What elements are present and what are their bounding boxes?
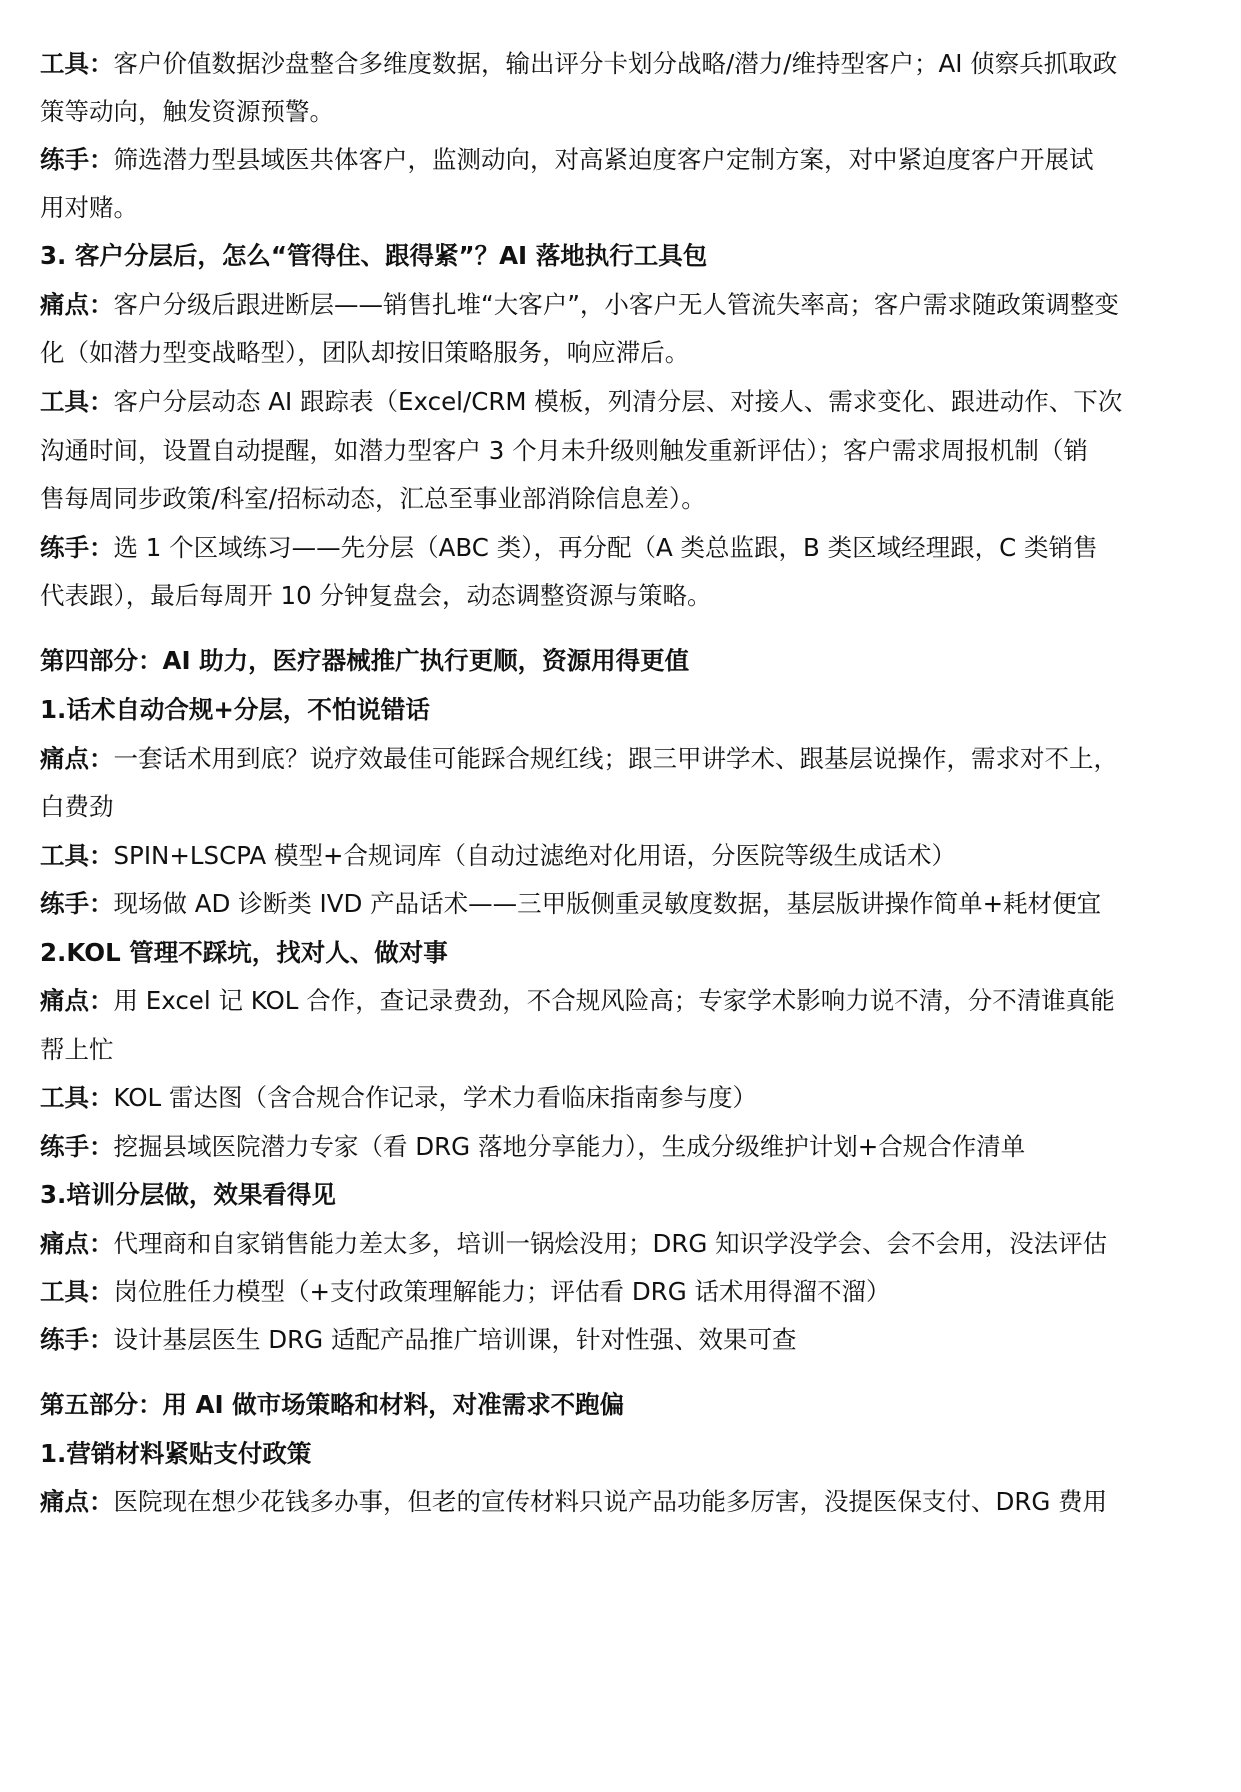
tool-line-continuation [40,96,1201,128]
line-label: 工具： [40,841,114,870]
practice-line [40,1131,1201,1163]
pain-point-line-continuation [40,791,1201,823]
tool-line-continuation [40,435,1201,467]
line-label: 工具： [40,387,114,416]
pain-point-line-continuation [40,337,1201,369]
subsection-heading: 1.营销材料紧贴支付政策 [40,1439,312,1468]
subsection-heading: 3.培训分层做，效果看得见 [40,1180,336,1209]
tool-line [40,840,1201,872]
practice-line-continuation [40,580,1201,612]
line-text: 帮上忙 [40,1035,114,1064]
practice-line [40,532,1201,564]
practice-line [40,888,1201,920]
line-label: 练手： [40,889,114,918]
line-label: 练手： [40,533,114,562]
line-text: 用对赌。 [40,193,138,222]
tool-line [40,1082,1201,1114]
line-text: 客户价值数据沙盘整合多维度数据，输出评分卡划分战略/潜力/维持型客户；AI 侦察兵抓取政 [113,49,1118,78]
line-text: 挖掘县域医院潜力专家（看 DRG 落地分享能力），生成分级维护计划+合规合作清单 [113,1132,1026,1161]
line-label: 痛点： [40,1487,114,1516]
tool-line-continuation [40,483,1201,515]
line-text: 一套话术用到底？说疗效最佳可能踩合规红线；跟三甲讲学术、跟基层说操作，需求对不上， [113,744,1118,773]
line-text: 代理商和自家销售能力差太多，培训一锅烩没用；DRG 知识学没学会、会不会用，没法评估 [113,1229,1108,1258]
line-text: 代表跟），最后每周开 10 分钟复盘会，动态调整资源与策略。 [40,581,712,610]
subsection-heading: 3. 客户分层后，怎么“管得住、跟得紧”？AI 落地执行工具包 [40,241,708,270]
line-text: 沟通时间，设置自动提醒，如潜力型客户 3 个月未升级则触发重新评估）；客户需求周报机制（销 [40,436,1088,465]
line-label: 痛点： [40,744,114,773]
line-label: 工具： [40,49,114,78]
line-text: 医院现在想少花钱多办事，但老的宣传材料只说产品功能多厉害，没提医保支付、DRG 费用 [113,1487,1108,1516]
practice-line-continuation [40,192,1201,224]
line-text: 客户分级后跟进断层——销售扎堆“大客户”，小客户无人管流失率高；客户需求随政策调整变 [113,290,1119,319]
line-text: 策等动向，触发资源预警。 [40,97,334,126]
line-text: 化（如潜力型变战略型），团队却按旧策略服务，响应滞后。 [40,338,690,367]
pain-point-line [40,1228,1201,1260]
practice-line [40,1324,1201,1356]
pain-point-line [40,1486,1201,1518]
line-text: 岗位胜任力模型（+支付政策理解能力；评估看 DRG 话术用得溜不溜） [113,1277,891,1306]
tool-line [40,1276,1201,1308]
subsection-heading: 2.KOL 管理不踩坑，找对人、做对事 [40,938,448,967]
tool-line [40,386,1201,418]
practice-line [40,144,1201,176]
pain-point-line-continuation [40,1034,1201,1066]
pain-point-line [40,985,1201,1017]
section-heading: 第四部分：AI 助力，医疗器械推广执行更顺，资源用得更值 [40,646,690,675]
line-label: 痛点： [40,290,114,319]
line-label: 练手： [40,145,114,174]
line-text: KOL 雷达图（含合规合作记录，学术力看临床指南参与度） [113,1083,757,1112]
line-text: 客户分层动态 AI 跟踪表（Excel/CRM 模板，列清分层、对接人、需求变化、跟进动作、下次 [113,387,1123,416]
line-text: 设计基层医生 DRG 适配产品推广培训课，针对性强、效果可查 [113,1325,797,1354]
line-label: 练手： [40,1325,114,1354]
pain-point-line [40,743,1201,775]
line-text: 用 Excel 记 KOL 合作，查记录费劲，不合规风险高；专家学术影响力说不清，分不清谁真能 [113,986,1115,1015]
subsection-heading: 1.话术自动合规+分层，不怕说错话 [40,695,430,724]
line-text: 选 1 个区域练习——先分层（ABC 类），再分配（A 类总监跟，B 类区域经理跟，C 类销售 [113,533,1098,562]
tool-line [40,48,1201,80]
line-text: SPIN+LSCPA 模型+合规词库（自动过滤绝对化用语，分医院等级生成话术） [113,841,956,870]
line-text: 现场做 AD 诊断类 IVD 产品话术——三甲版侧重灵敏度数据，基层版讲操作简单+耗材便宜 [113,889,1102,918]
line-label: 练手： [40,1132,114,1161]
line-label: 工具： [40,1083,114,1112]
section-heading: 第五部分：用 AI 做市场策略和材料，对准需求不跑偏 [40,1390,625,1419]
line-label: 痛点： [40,1229,114,1258]
line-label: 痛点： [40,986,114,1015]
line-text: 筛选潜力型县域医共体客户，监测动向，对高紧迫度客户定制方案，对中紧迫度客户开展试 [113,145,1094,174]
line-text: 售每周同步政策/科室/招标动态，汇总至事业部消除信息差）。 [40,484,706,513]
line-label: 工具： [40,1277,114,1306]
line-text: 白费劲 [40,792,114,821]
pain-point-line [40,289,1201,321]
